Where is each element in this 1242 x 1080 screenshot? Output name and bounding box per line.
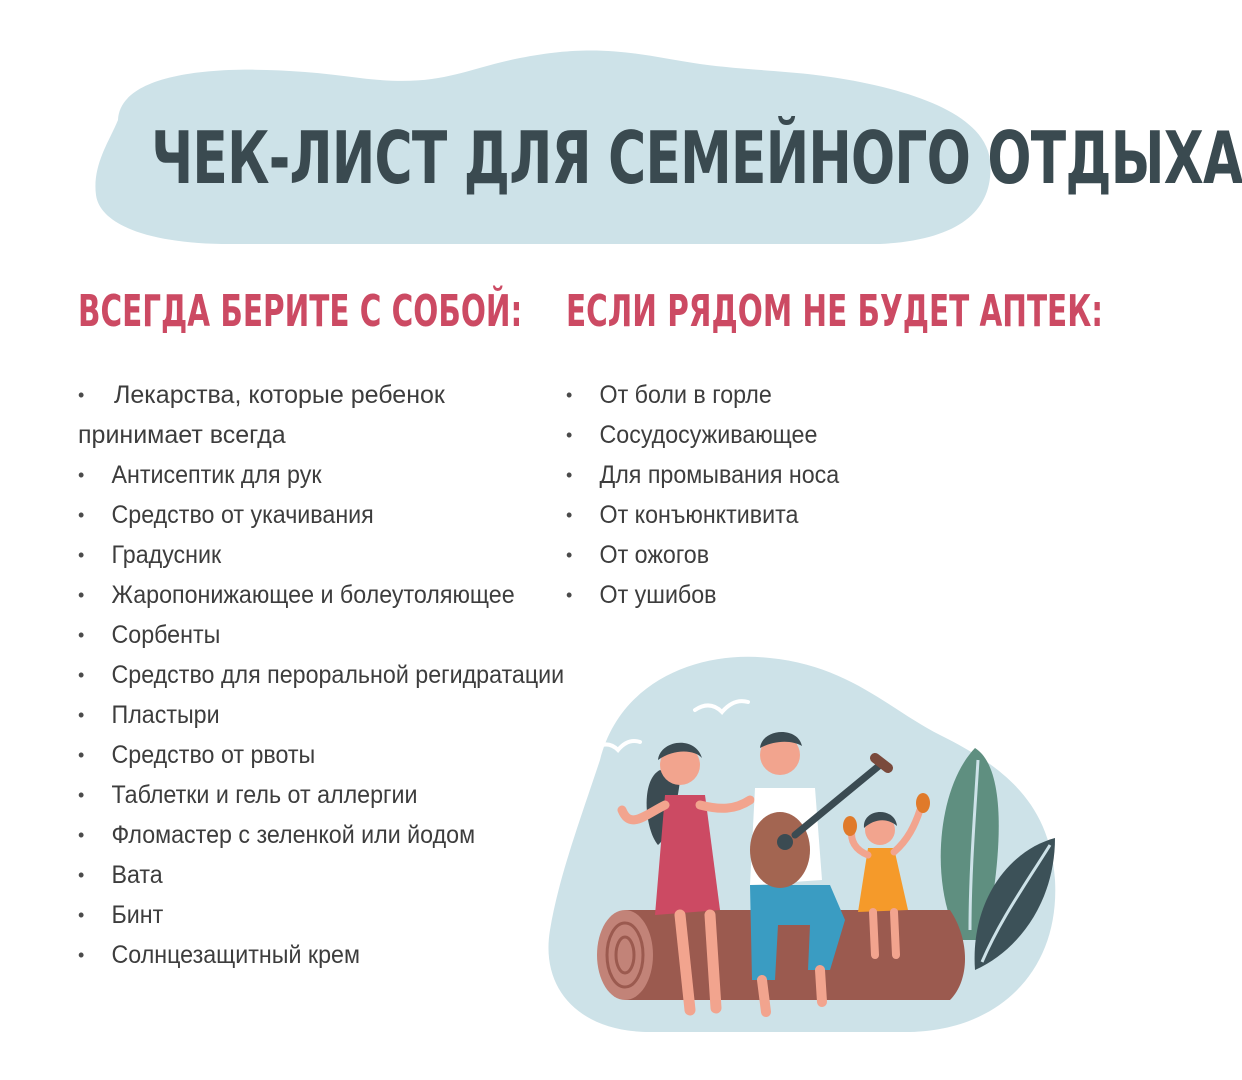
bullet-icon: •	[78, 945, 85, 965]
list-item-text: От ожогов	[599, 541, 710, 569]
list-item-text: Градусник	[111, 541, 222, 569]
list-item	[78, 495, 618, 535]
bullet-icon: •	[566, 545, 573, 565]
list-item-text: Для промывания носа	[599, 461, 840, 489]
bullet-icon: •	[78, 545, 85, 565]
no-pharmacy-heading: ЕСЛИ РЯДОМ НЕ БУДЕТ АПТЕК:	[566, 286, 1104, 337]
bullet-icon: •	[566, 465, 573, 485]
bullet-icon: •	[78, 625, 85, 645]
list-item	[78, 375, 508, 455]
always-take-heading: ВСЕГДА БЕРИТЕ С СОБОЙ:	[78, 286, 523, 337]
list-item-text: Фломастер с зеленкой или йодом	[111, 821, 476, 849]
page-title: ЧЕК-ЛИСТ ДЛЯ СЕМЕЙНОГО ОТДЫХА	[151, 116, 1242, 200]
bullet-icon: •	[566, 425, 573, 445]
list-item	[566, 375, 986, 415]
list-item-text: Пластыри	[111, 701, 220, 729]
no-pharmacy-list	[566, 375, 986, 615]
list-item-text: Антисептик для рук	[111, 461, 322, 489]
list-item-text-line1: Лекарства, которые ребенок	[114, 381, 445, 409]
list-item-text: Средство от укачивания	[111, 501, 374, 529]
bullet-icon: •	[78, 905, 85, 925]
list-item-text: Сосудосуживающее	[599, 421, 818, 449]
bullet-icon: •	[78, 865, 85, 885]
bullet-icon: •	[566, 385, 573, 405]
list-item-text: Средство от рвоты	[111, 741, 316, 769]
list-item	[566, 575, 986, 615]
list-item-text: Сорбенты	[111, 621, 221, 649]
list-item-text: Вата	[111, 861, 163, 889]
bullet-icon: •	[78, 665, 85, 685]
list-item-text-line2: принимает всегда	[78, 421, 286, 449]
list-item	[78, 455, 618, 495]
list-item	[566, 455, 986, 495]
list-item-text: Бинт	[111, 901, 164, 929]
bullet-icon: •	[566, 505, 573, 525]
list-item	[566, 415, 986, 455]
bullet-icon: •	[78, 825, 85, 845]
list-item-text: Солнцезащитный крем	[111, 941, 360, 969]
bullet-icon: •	[78, 705, 85, 725]
list-item-text: Жаропонижающее и болеутоляющее	[111, 581, 515, 609]
list-item-text: От конъюнктивита	[599, 501, 799, 529]
list-item-text: От ушибов	[599, 581, 717, 609]
bullet-icon: •	[78, 385, 85, 405]
list-item-text: Средство для пероральной регидратации	[111, 661, 565, 689]
list-item	[78, 535, 618, 575]
list-item	[78, 575, 618, 615]
list-item	[566, 495, 986, 535]
bullet-icon: •	[78, 745, 85, 765]
list-item-text: От боли в горле	[599, 381, 772, 409]
list-item-text: Таблетки и гель от аллергии	[111, 781, 418, 809]
list-item	[566, 535, 986, 575]
bullet-icon: •	[78, 465, 85, 485]
bullet-icon: •	[78, 785, 85, 805]
family-illustration	[530, 640, 1080, 1050]
bullet-icon: •	[566, 585, 573, 605]
bullet-icon: •	[78, 505, 85, 525]
bullet-icon: •	[78, 585, 85, 605]
